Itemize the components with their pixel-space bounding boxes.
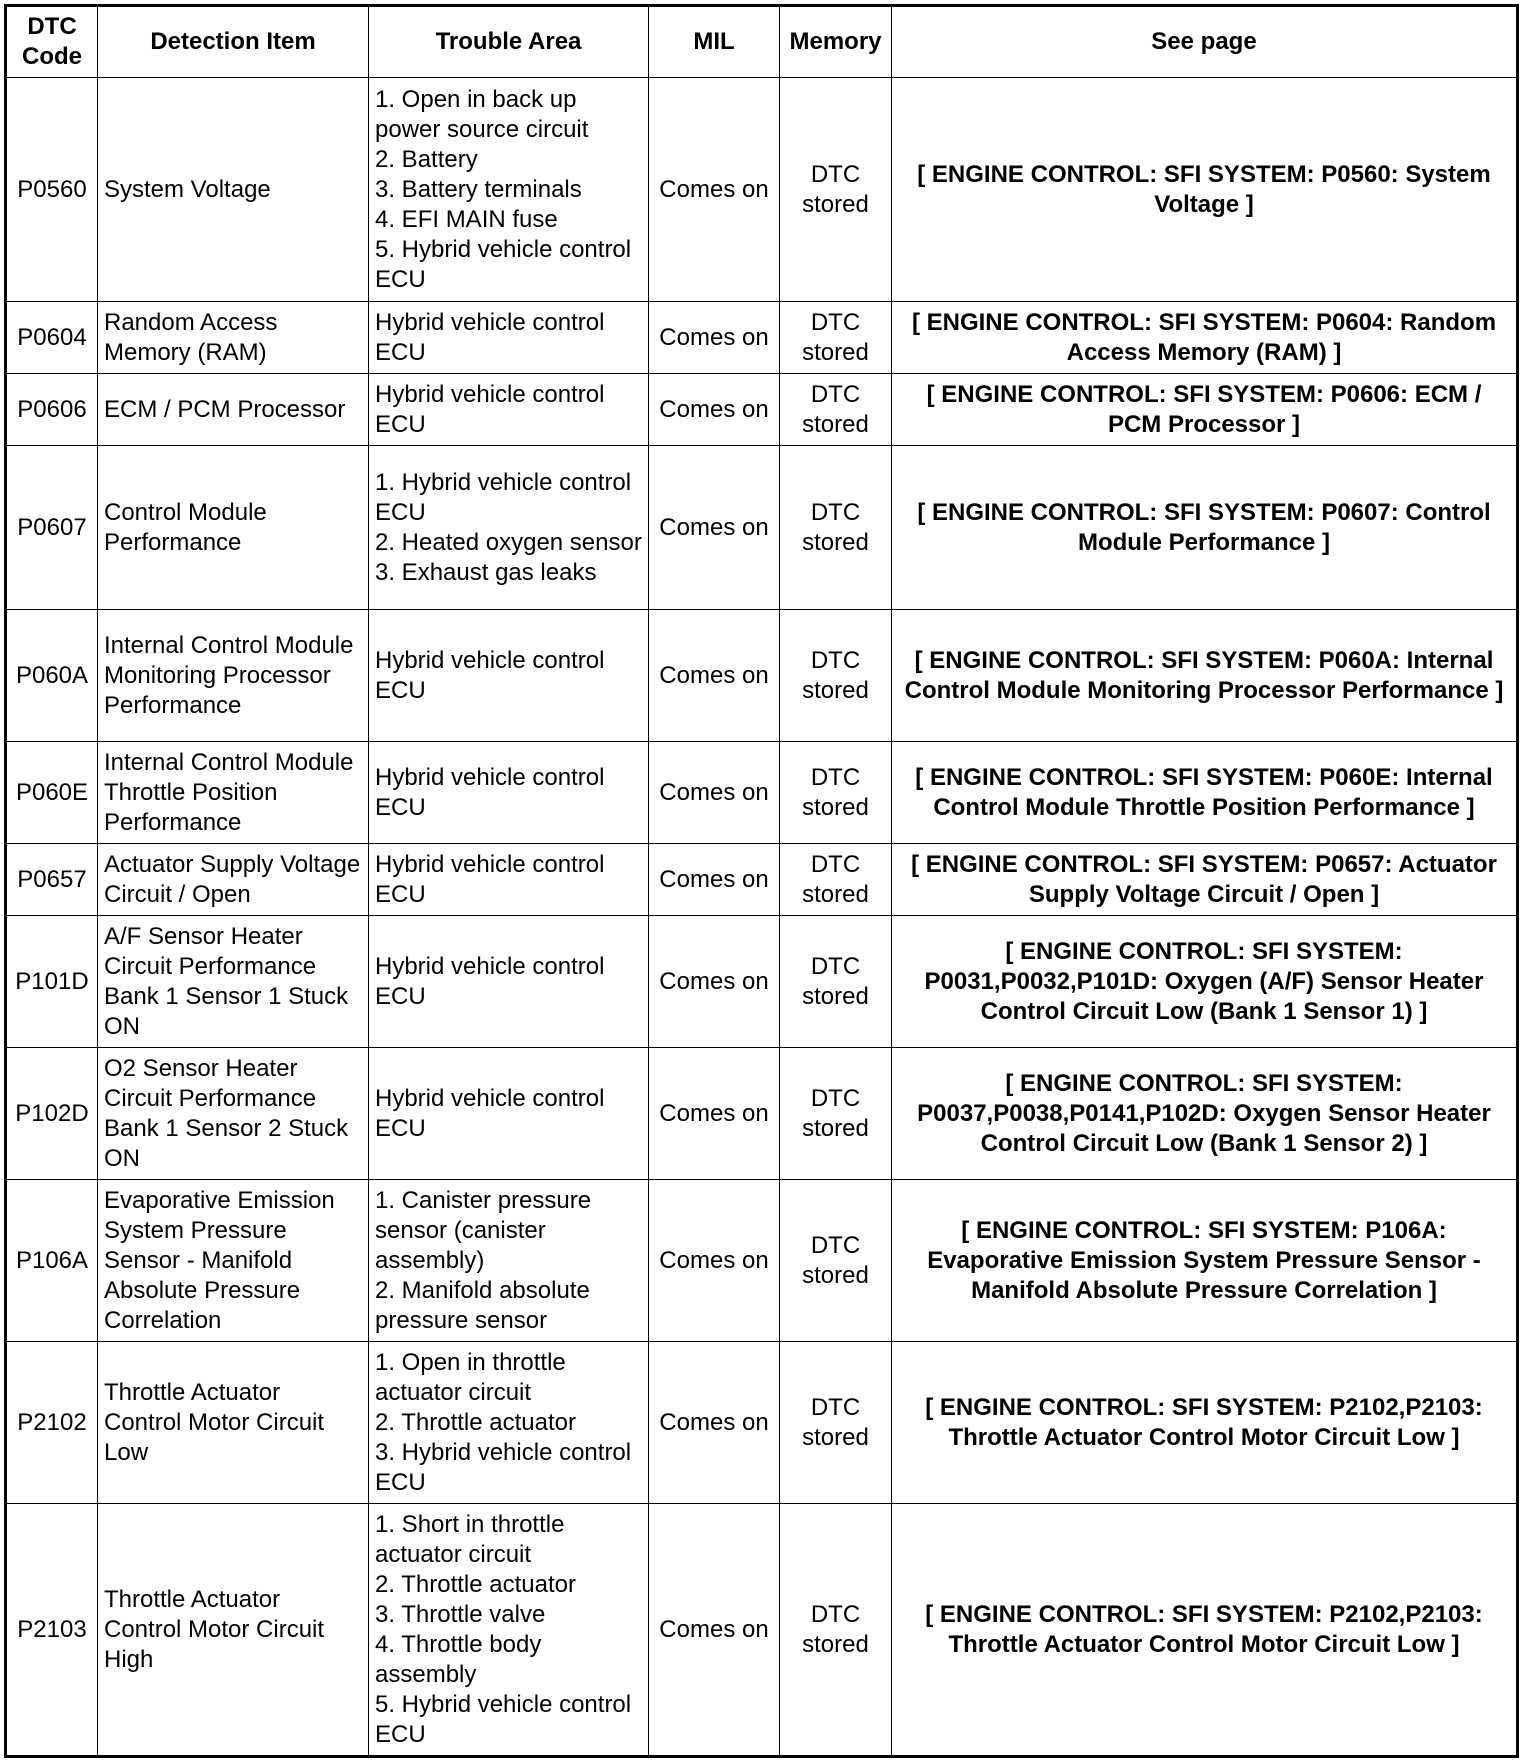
dtc-code: P0657 [6, 844, 98, 916]
table-row [6, 1504, 1518, 1757]
trouble-area: Hybrid vehicle control ECU [369, 302, 649, 374]
dtc-code: P2102 [6, 1342, 98, 1504]
table-row [6, 78, 1518, 302]
dtc-code: P060E [6, 742, 98, 844]
table-row [6, 302, 1518, 374]
memory-status: DTC stored [780, 302, 892, 374]
header-dtc-code: DTC Code [6, 6, 98, 78]
memory-status: DTC stored [780, 78, 892, 302]
memory-status: DTC stored [780, 916, 892, 1048]
header-see-page: See page [892, 6, 1518, 78]
memory-status: DTC stored [780, 1342, 892, 1504]
table-row [6, 916, 1518, 1048]
dtc-code: P0607 [6, 446, 98, 610]
see-page-link[interactable]: [ ENGINE CONTROL: SFI SYSTEM: P060E: Internal Control Module Throttle Position Performance ] [892, 742, 1518, 844]
detection-item: Actuator Supply Voltage Circuit / Open [98, 844, 369, 916]
dtc-code: P060A [6, 610, 98, 742]
trouble-area: Hybrid vehicle control ECU [369, 374, 649, 446]
header-memory: Memory [780, 6, 892, 78]
memory-status: DTC stored [780, 1048, 892, 1180]
detection-item: Internal Control Module Throttle Position Performance [98, 742, 369, 844]
detection-item: System Voltage [98, 78, 369, 302]
mil-status: Comes on [649, 1180, 780, 1342]
header-detection-item: Detection Item [98, 6, 369, 78]
memory-status: DTC stored [780, 374, 892, 446]
detection-item: Internal Control Module Monitoring Processor Performance [98, 610, 369, 742]
mil-status: Comes on [649, 78, 780, 302]
see-page-link[interactable]: [ ENGINE CONTROL: SFI SYSTEM: P0657: Actuator Supply Voltage Circuit / Open ] [892, 844, 1518, 916]
detection-item: Control Module Performance [98, 446, 369, 610]
mil-status: Comes on [649, 610, 780, 742]
dtc-code: P0604 [6, 302, 98, 374]
trouble-area: 1. Canister pressure sensor (canister assembly) 2. Manifold absolute pressure sensor [369, 1180, 649, 1342]
table-row [6, 742, 1518, 844]
header-row [6, 6, 1518, 78]
mil-status: Comes on [649, 916, 780, 1048]
trouble-area: Hybrid vehicle control ECU [369, 742, 649, 844]
see-page-link[interactable]: [ ENGINE CONTROL: SFI SYSTEM: P2102,P2103: Throttle Actuator Control Motor Circuit Low ] [892, 1342, 1518, 1504]
dtc-code: P0560 [6, 78, 98, 302]
see-page-link[interactable]: [ ENGINE CONTROL: SFI SYSTEM: P060A: Internal Control Module Monitoring Processor Performance ] [892, 610, 1518, 742]
detection-item: ECM / PCM Processor [98, 374, 369, 446]
dtc-code: P101D [6, 916, 98, 1048]
table-row [6, 374, 1518, 446]
detection-item: Throttle Actuator Control Motor Circuit High [98, 1504, 369, 1757]
mil-status: Comes on [649, 302, 780, 374]
trouble-area: Hybrid vehicle control ECU [369, 610, 649, 742]
dtc-code: P0606 [6, 374, 98, 446]
table-row [6, 446, 1518, 610]
table-row [6, 1342, 1518, 1504]
detection-item: O2 Sensor Heater Circuit Performance Bank 1 Sensor 2 Stuck ON [98, 1048, 369, 1180]
memory-status: DTC stored [780, 1504, 892, 1757]
trouble-area: 1. Open in back up power source circuit 2. Battery 3. Battery terminals 4. EFI MAIN fuse 5. Hybrid vehicle control ECU [369, 78, 649, 302]
mil-status: Comes on [649, 1504, 780, 1757]
mil-status: Comes on [649, 1342, 780, 1504]
mil-status: Comes on [649, 374, 780, 446]
detection-item: A/F Sensor Heater Circuit Performance Bank 1 Sensor 1 Stuck ON [98, 916, 369, 1048]
memory-status: DTC stored [780, 1180, 892, 1342]
trouble-area: 1. Short in throttle actuator circuit 2. Throttle actuator 3. Throttle valve 4. Throttle body assembly 5. Hybrid vehicle control ECU [369, 1504, 649, 1757]
memory-status: DTC stored [780, 742, 892, 844]
header-mil: MIL [649, 6, 780, 78]
trouble-area: Hybrid vehicle control ECU [369, 916, 649, 1048]
trouble-area: Hybrid vehicle control ECU [369, 1048, 649, 1180]
dtc-code: P2103 [6, 1504, 98, 1757]
dtc-table [4, 4, 1519, 1758]
table-row [6, 1048, 1518, 1180]
detection-item: Throttle Actuator Control Motor Circuit Low [98, 1342, 369, 1504]
memory-status: DTC stored [780, 844, 892, 916]
table-row [6, 1180, 1518, 1342]
mil-status: Comes on [649, 446, 780, 610]
see-page-link[interactable]: [ ENGINE CONTROL: SFI SYSTEM: P0031,P0032,P101D: Oxygen (A/F) Sensor Heater Control Circuit Low (Bank 1 Sensor 1) ] [892, 916, 1518, 1048]
header-trouble-area: Trouble Area [369, 6, 649, 78]
see-page-link[interactable]: [ ENGINE CONTROL: SFI SYSTEM: P0607: Control Module Performance ] [892, 446, 1518, 610]
see-page-link[interactable]: [ ENGINE CONTROL: SFI SYSTEM: P0037,P0038,P0141,P102D: Oxygen Sensor Heater Control Circuit Low (Bank 1 Sensor 2) ] [892, 1048, 1518, 1180]
memory-status: DTC stored [780, 610, 892, 742]
see-page-link[interactable]: [ ENGINE CONTROL: SFI SYSTEM: P0560: System Voltage ] [892, 78, 1518, 302]
see-page-link[interactable]: [ ENGINE CONTROL: SFI SYSTEM: P106A: Evaporative Emission System Pressure Sensor - Manifold Absolute Pressure Correlation ] [892, 1180, 1518, 1342]
see-page-link[interactable]: [ ENGINE CONTROL: SFI SYSTEM: P0604: Random Access Memory (RAM) ] [892, 302, 1518, 374]
see-page-link[interactable]: [ ENGINE CONTROL: SFI SYSTEM: P2102,P2103: Throttle Actuator Control Motor Circuit Low ] [892, 1504, 1518, 1757]
mil-status: Comes on [649, 1048, 780, 1180]
detection-item: Random Access Memory (RAM) [98, 302, 369, 374]
trouble-area: 1. Open in throttle actuator circuit 2. Throttle actuator 3. Hybrid vehicle control ECU [369, 1342, 649, 1504]
table-row [6, 844, 1518, 916]
mil-status: Comes on [649, 844, 780, 916]
see-page-link[interactable]: [ ENGINE CONTROL: SFI SYSTEM: P0606: ECM / PCM Processor ] [892, 374, 1518, 446]
detection-item: Evaporative Emission System Pressure Sensor - Manifold Absolute Pressure Correlation [98, 1180, 369, 1342]
memory-status: DTC stored [780, 446, 892, 610]
trouble-area: Hybrid vehicle control ECU [369, 844, 649, 916]
trouble-area: 1. Hybrid vehicle control ECU 2. Heated oxygen sensor 3. Exhaust gas leaks [369, 446, 649, 610]
dtc-code: P102D [6, 1048, 98, 1180]
dtc-code: P106A [6, 1180, 98, 1342]
table-row [6, 610, 1518, 742]
mil-status: Comes on [649, 742, 780, 844]
